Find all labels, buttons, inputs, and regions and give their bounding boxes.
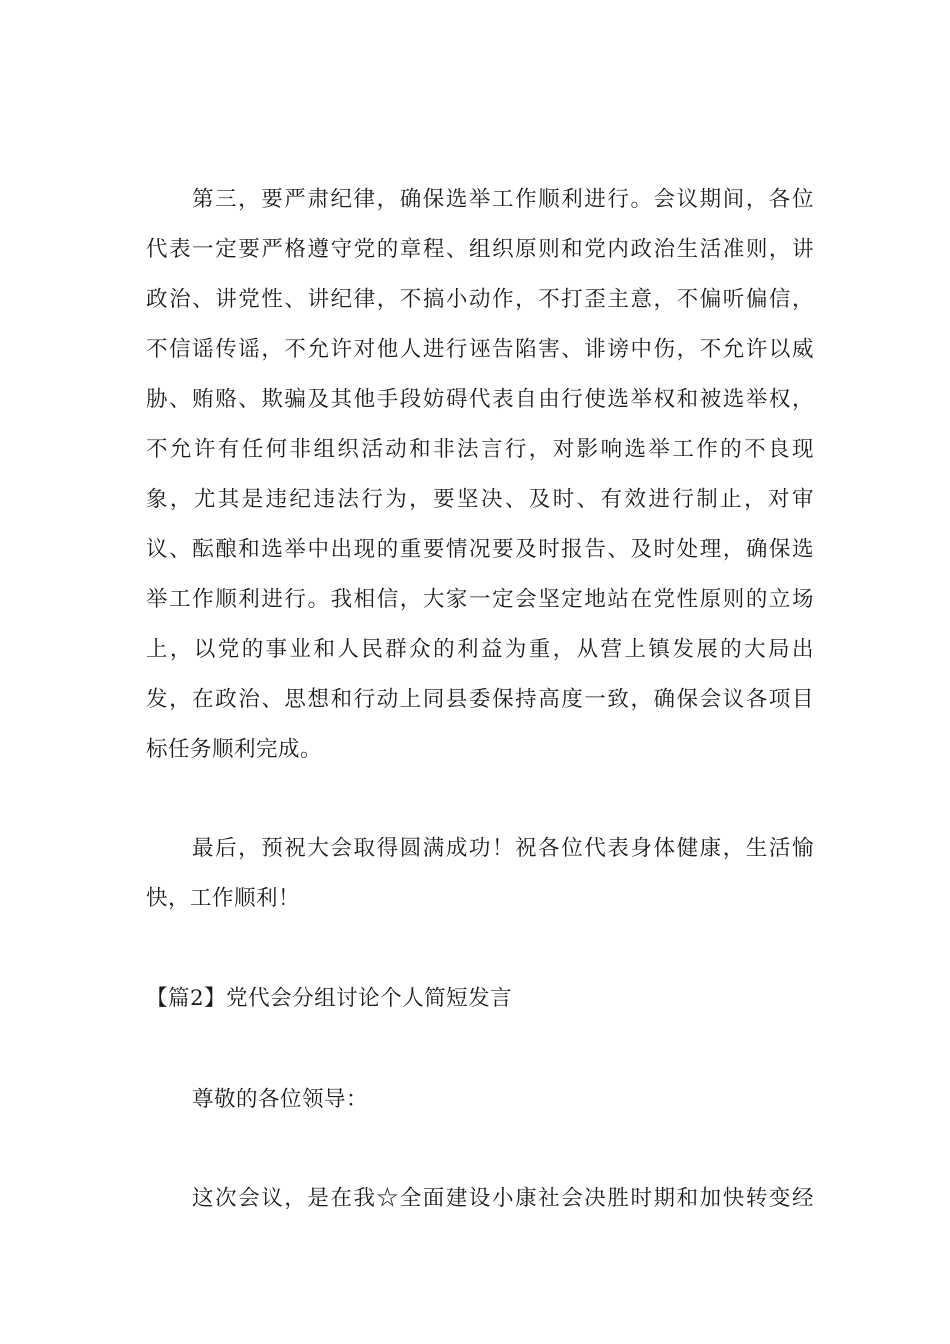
paragraph-1-line-7: 象，尤其是违纪违法行为，要坚决、及时、有效进行制止，对审 [146,487,814,512]
paragraph-1-line-10: 上，以党的事业和人民群众的利益为重，从营上镇发展的大局出 [146,637,814,662]
paragraph-1-line-8: 议、酝酿和选举中出现的重要情况要及时报告、及时处理，确保选 [146,537,814,562]
paragraph-1-line-9: 举工作顺利进行。我相信，大家一定会坚定地站在党性原则的立场 [146,587,814,612]
paragraph-1-line-11: 发，在政治、思想和行动上同县委保持高度一致，确保会议各项目 [146,687,814,712]
salutation: 尊敬的各位领导： [192,1087,369,1112]
paragraph-3-line-1: 这次会议，是在我☆全面建设小康社会决胜时期和加快转变经 [192,1186,814,1211]
paragraph-1-line-4: 不信谣传谣，不允许对他人进行诬告陷害、诽谤中伤，不允许以威 [146,337,814,362]
paragraph-1-line-6: 不允许有任何非组织活动和非法言行，对影响选举工作的不良现 [146,437,814,462]
paragraph-2-line-1: 最后，预祝大会取得圆满成功！祝各位代表身体健康，生活愉 [192,836,814,861]
paragraph-2-line-2: 快，工作顺利！ [146,886,301,911]
paragraph-1-line-2: 代表一定要严格遵守党的章程、组织原则和党内政治生活准则，讲 [146,237,814,262]
paragraph-1-line-5: 胁、贿赂、欺骗及其他手段妨碍代表自由行使选举权和被选举权， [146,387,814,412]
paragraph-1-line-3: 政治、讲党性、讲纪律，不搞小动作，不打歪主意，不偏听偏信， [146,287,814,312]
section-heading: 【篇2】党代会分组讨论个人简短发言 [146,986,513,1011]
paragraph-1-line-12: 标任务顺利完成。 [146,737,323,762]
paragraph-1-line-1: 第三，要严肃纪律，确保选举工作顺利进行。会议期间，各位 [192,187,814,212]
